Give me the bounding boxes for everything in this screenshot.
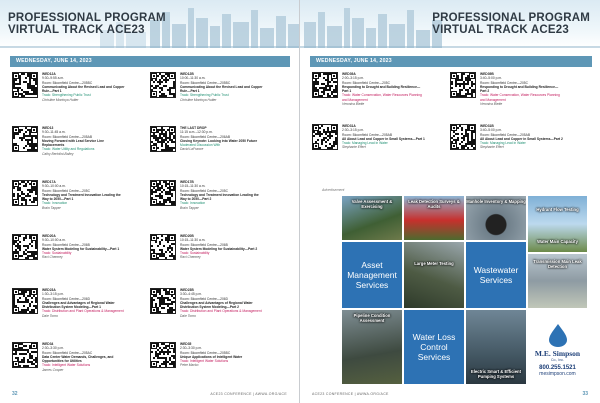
session-track: Track: Sustainability — [180, 251, 210, 256]
ad-tile-meter — [404, 242, 464, 308]
session-details — [42, 342, 126, 372]
session-speaker: James Cooper — [42, 367, 64, 372]
session-code: WED39A — [342, 72, 356, 76]
session-room: Room: Bloomfield Centre—205AB — [42, 134, 93, 139]
session-code: WED31A — [342, 124, 356, 128]
session-track: Track: Innovation — [42, 201, 68, 206]
session-code: WED35 — [180, 342, 192, 346]
session-speaker: Ravi Chenney — [42, 255, 63, 260]
session-room: Room: Bloomfield Centre—206D — [180, 296, 229, 301]
company-website[interactable]: mesimpson.com — [539, 371, 576, 377]
session-title: Water System Modeling for Sustainability—Part 1 — [42, 246, 120, 251]
session-speaker: Brain Tapper — [42, 205, 61, 210]
session-room: Room: Bloomfield Centre—205BC — [180, 80, 231, 85]
session-room: Room: Bloomfield Centre—205C — [342, 80, 391, 85]
qr-code-icon — [451, 73, 475, 97]
qr-code-icon — [451, 125, 475, 149]
water-loss-tile — [404, 310, 464, 384]
session-speaker: Stephanie Effert — [480, 145, 504, 150]
session-entry — [150, 72, 264, 102]
banner-line2-right: VIRTUAL TRACK ACE23 — [432, 24, 569, 36]
session-code: WED12A — [42, 72, 56, 76]
ad-tile-label: Valve Assessment & Exercising — [351, 199, 393, 209]
session-track: Track: Intelligent Water Solutions — [180, 359, 229, 364]
session-track: Track: Distribution and Plant Operations & Management — [42, 309, 124, 314]
session-details — [480, 72, 564, 106]
session-details — [480, 124, 564, 150]
session-entry — [150, 126, 264, 152]
session-details — [180, 342, 264, 368]
advertisement[interactable] — [342, 196, 587, 384]
session-entry — [12, 342, 126, 372]
session-qr-code[interactable] — [150, 126, 176, 152]
session-speaker: Peter Macko — [180, 363, 199, 368]
banner-line2: VIRTUAL TRACK ACE23 — [8, 24, 145, 36]
session-track: Track: Strengthening Public Trust — [42, 93, 91, 98]
session-title: Unique Applications of Intelligent Water — [180, 354, 243, 359]
qr-code-icon — [151, 73, 175, 97]
session-code: WED13 — [42, 126, 54, 130]
session-qr-code[interactable] — [450, 72, 476, 98]
session-code: THE LAST DROP — [180, 126, 207, 130]
session-entry — [450, 72, 564, 106]
session-room: Room: Bloomfield Centre—206B — [42, 242, 90, 247]
session-room: Room: Bloomfield Centre—205AB — [342, 132, 393, 137]
session-track: Track: Water Conservation, Water Resources Planning and Management — [342, 93, 422, 102]
session-code: WED23A — [42, 288, 56, 292]
session-title: Responding to Drought and Building Resilience—Part 2 — [480, 84, 559, 94]
session-entry — [12, 126, 126, 156]
session-code: WED12B — [180, 72, 194, 76]
qr-code-icon — [13, 181, 37, 205]
ad-tile-label: Transmission Main Leak Detection — [533, 259, 582, 269]
qr-code-icon — [13, 343, 37, 367]
water-loss-label: Water Loss Control Services — [412, 332, 456, 362]
ad-tile-label: Pipeline Condition Assessment — [353, 313, 391, 323]
session-title: Closing Keynote: Looking into Water 2050 Future — [180, 138, 258, 143]
session-entry — [12, 180, 126, 210]
session-room: Room: Bloomfield Centre—205AB — [480, 132, 531, 137]
session-qr-code[interactable] — [12, 342, 38, 368]
date-bar: WEDNESDAY, JUNE 14, 2023 — [10, 56, 290, 67]
session-title: Water System Modeling for Sustainability—Part 2 — [180, 246, 258, 251]
qr-code-icon — [13, 235, 37, 259]
session-room: Room: Bloomfield Centre—205C — [480, 80, 529, 85]
session-time: 11:15 a.m.–12:30 p.m. — [180, 130, 213, 135]
qr-code-icon — [313, 125, 337, 149]
session-details — [342, 72, 426, 106]
session-qr-code[interactable] — [12, 288, 38, 314]
session-track: Moderated Discussion With — [180, 143, 221, 148]
session-details — [42, 180, 126, 210]
banner-title-right — [432, 12, 590, 36]
qr-code-icon — [13, 289, 37, 313]
session-room: Room: Bloomfield Centre—205BC — [180, 350, 231, 355]
qr-code-icon — [151, 181, 175, 205]
ad-tile-pipeline — [342, 310, 402, 384]
session-qr-code[interactable] — [12, 126, 38, 152]
session-speaker: Veronica Blette — [480, 102, 503, 107]
session-time: 10:15–11:30 a.m. — [180, 184, 206, 189]
footer-left: ACE23 CONFERENCE | AWWA.ORG/ACE — [210, 392, 287, 396]
session-qr-code[interactable] — [150, 234, 176, 260]
ad-tile-pumping — [466, 310, 526, 384]
asset-management-tile — [342, 242, 402, 308]
session-track: Track: Distribution and Plant Operations & Management — [180, 309, 262, 314]
ad-tile-valve — [342, 196, 402, 240]
session-title: Challenges and Advantages of Regional Water Distribution System Modeling—Part 1 — [42, 300, 115, 310]
session-time: 2:30–3:30 p.m. — [42, 346, 64, 351]
skyline-banner — [0, 0, 300, 48]
page-number-left: 32 — [12, 391, 18, 397]
session-qr-code[interactable] — [150, 180, 176, 206]
session-title: Communicating About the Revised Lead and Copper Rule—Part 1 — [180, 84, 263, 94]
qr-code-icon — [151, 289, 175, 313]
session-entry — [12, 234, 126, 260]
ad-tile-hydrant — [528, 196, 587, 252]
company-suffix: Co., Inc. — [550, 358, 565, 362]
session-time: 3:40–5:00 p.m. — [480, 76, 502, 81]
qr-code-icon — [151, 343, 175, 367]
session-entry — [150, 342, 264, 368]
session-details — [180, 126, 264, 152]
session-speaker: Brain Tapper — [180, 205, 199, 210]
session-speaker: Christine Montoya Hutter — [180, 97, 217, 102]
session-room: Room: Bloomfield Centre—206B — [180, 242, 228, 247]
session-room: Room: Bloomfield Centre—206D — [42, 296, 91, 301]
qr-code-icon — [13, 73, 37, 97]
page-number-right: 33 — [582, 391, 588, 397]
session-track: Track: Water Conservation, Water Resources Planning and Management — [480, 93, 560, 102]
session-code: WED20A — [42, 234, 56, 238]
session-title: Data Center Water Demands, Challenges, and Opportunities for Utilities — [42, 354, 114, 364]
session-entry — [150, 234, 264, 260]
session-time: 2:30–3:15 p.m. — [342, 128, 364, 133]
asset-management-label: Asset Management Services — [347, 260, 397, 290]
session-details — [180, 180, 264, 210]
session-title: Moving Forward with Lead Service Line Replacements — [42, 138, 104, 148]
session-details — [180, 288, 264, 318]
session-details — [42, 126, 126, 156]
session-title: Technology and Treatment Innovation Leading the Way to 2050—Part 2 — [180, 192, 259, 202]
session-speaker: Cathy Bertolini-Bailey — [42, 151, 74, 156]
session-track: Track: Sustainability — [42, 251, 72, 256]
ad-tile-label: Electric Smart & Efficient Pumping Systems — [470, 369, 522, 379]
session-code: WED31B — [480, 124, 494, 128]
session-speaker: Veronica Blette — [342, 102, 365, 107]
session-code: WED39B — [480, 72, 494, 76]
session-room: Room: Bloomfield Centre—205C — [180, 188, 229, 193]
session-details — [180, 72, 264, 102]
date-bar-right: WEDNESDAY, JUNE 14, 2023 — [310, 56, 592, 67]
session-code: WED17A — [42, 180, 56, 184]
session-qr-code[interactable] — [12, 234, 38, 260]
session-room: Room: Bloomfield Centre—205C — [42, 188, 91, 193]
session-room: Room: Bloomfield Centre—205BC — [42, 80, 93, 85]
advertisement-label: Advertisement — [322, 188, 345, 192]
session-room: Room: Bloomfield Centre—206AB — [180, 134, 231, 139]
ad-tile-label: Water Main Capacity — [537, 239, 578, 244]
banner-title — [8, 12, 166, 36]
footer-right: ACE23 CONFERENCE | AWWA.ORG/ACE — [312, 392, 389, 396]
session-speaker: Ravi Chenney — [180, 255, 201, 260]
company-phone: 800.255.1521 — [539, 365, 576, 371]
session-code: WED20B — [180, 234, 194, 238]
session-track: Track: Intelligent Water Solutions — [42, 363, 91, 368]
session-title: Technology and Treatment Innovation Leading the Way to 2050—Part 1 — [42, 192, 121, 202]
session-time: 9:30–10:00 a.m. — [42, 238, 66, 243]
session-details — [42, 72, 126, 102]
session-time: 9:30–11:45 a.m. — [42, 130, 66, 135]
session-entry — [312, 124, 426, 150]
session-details — [42, 234, 126, 260]
session-title: Communicating About the Revised Lead and Copper Rule—Part 1 — [42, 84, 125, 94]
ad-tile-transmission — [528, 254, 587, 308]
session-entry — [150, 288, 264, 318]
banner-line1-right: PROFESSIONAL PROGRAM — [432, 12, 590, 24]
session-qr-code[interactable] — [150, 72, 176, 98]
session-room: Room: Bloomfield Centre—205AC — [42, 350, 93, 355]
session-details — [42, 288, 126, 318]
water-drop-logo-icon — [544, 322, 572, 348]
session-title: Responding to Drought and Building Resilience—Part 1 — [342, 84, 421, 94]
session-title: Challenges and Advantages of Regional Water Distribution System Modeling—Part 2 — [180, 300, 253, 310]
wastewater-tile — [466, 242, 526, 308]
session-entry — [312, 72, 426, 106]
session-qr-code[interactable] — [312, 72, 338, 98]
session-qr-code[interactable] — [150, 342, 176, 368]
session-speaker: David LaFrance — [180, 147, 204, 152]
session-code: WED17B — [180, 180, 194, 184]
ad-photo — [404, 242, 464, 308]
qr-code-icon — [151, 127, 175, 151]
ad-tile-label: Hydrant Flow Testing — [536, 207, 579, 212]
session-title: All About Lead and Copper in Small Systems—Part 2 — [480, 136, 563, 141]
session-qr-code[interactable] — [150, 288, 176, 314]
banner-line1: PROFESSIONAL PROGRAM — [8, 12, 166, 24]
company-logo: M.E. Simpson — [534, 349, 581, 358]
session-qr-code[interactable] — [12, 72, 38, 98]
session-code: WED34 — [42, 342, 54, 346]
qr-code-icon — [151, 235, 175, 259]
session-speaker: Dale Torno — [42, 313, 59, 318]
session-time: 10:15–11:30 a.m. — [180, 238, 206, 243]
session-time: 10:00–11:30 a.m. — [180, 76, 206, 81]
qr-code-icon — [13, 127, 37, 151]
ad-tile-manhole — [466, 196, 526, 240]
skyline-banner-right — [300, 0, 600, 48]
session-details — [180, 234, 264, 260]
session-title: All About Lead and Copper in Small Systems—Part 1 — [342, 136, 425, 141]
session-speaker: Dale Torno — [180, 313, 197, 318]
session-track: Track: Water Utility and Regulations — [42, 147, 95, 152]
session-time: 9:30–9:55 a.m. — [42, 76, 64, 81]
session-time: 2:00–3:15 p.m. — [342, 76, 364, 81]
session-track: Track: Strengthening Public Trust — [180, 93, 229, 98]
session-details — [342, 124, 426, 150]
session-track: Track: Managing Lead in Water — [480, 141, 526, 146]
session-track: Track: Innovation — [180, 201, 206, 206]
company-logo-tile — [528, 310, 587, 384]
ad-tile-label: Leak Detection Surveys & Audits — [408, 199, 460, 209]
session-speaker: Christine Montoya Hutter — [42, 97, 79, 102]
session-time: 3:30–4:45 p.m. — [180, 292, 202, 297]
qr-code-icon — [313, 73, 337, 97]
session-speaker: Stephanie Effert — [342, 145, 366, 150]
ad-tile-label: Manhole Inventory & Mapping — [466, 199, 526, 204]
session-entry — [12, 72, 126, 102]
wastewater-label: Wastewater Services — [473, 265, 519, 285]
ad-tile-label: Large Meter Testing — [414, 261, 454, 266]
session-qr-code[interactable] — [450, 124, 476, 150]
session-time: 2:30–3:30 p.m. — [180, 346, 202, 351]
ad-tile-leak — [404, 196, 464, 240]
session-qr-code[interactable] — [312, 124, 338, 150]
session-entry — [150, 180, 264, 210]
session-code: WED23B — [180, 288, 194, 292]
session-time: 9:30–10:00 a.m. — [42, 184, 66, 189]
session-entry — [450, 124, 564, 150]
session-qr-code[interactable] — [12, 180, 38, 206]
session-entry — [12, 288, 126, 318]
session-time: 1:30–3:15 p.m. — [42, 292, 64, 297]
session-track: Track: Managing Lead in Water — [342, 141, 388, 146]
session-time: 3:40–5:00 p.m. — [480, 128, 502, 133]
